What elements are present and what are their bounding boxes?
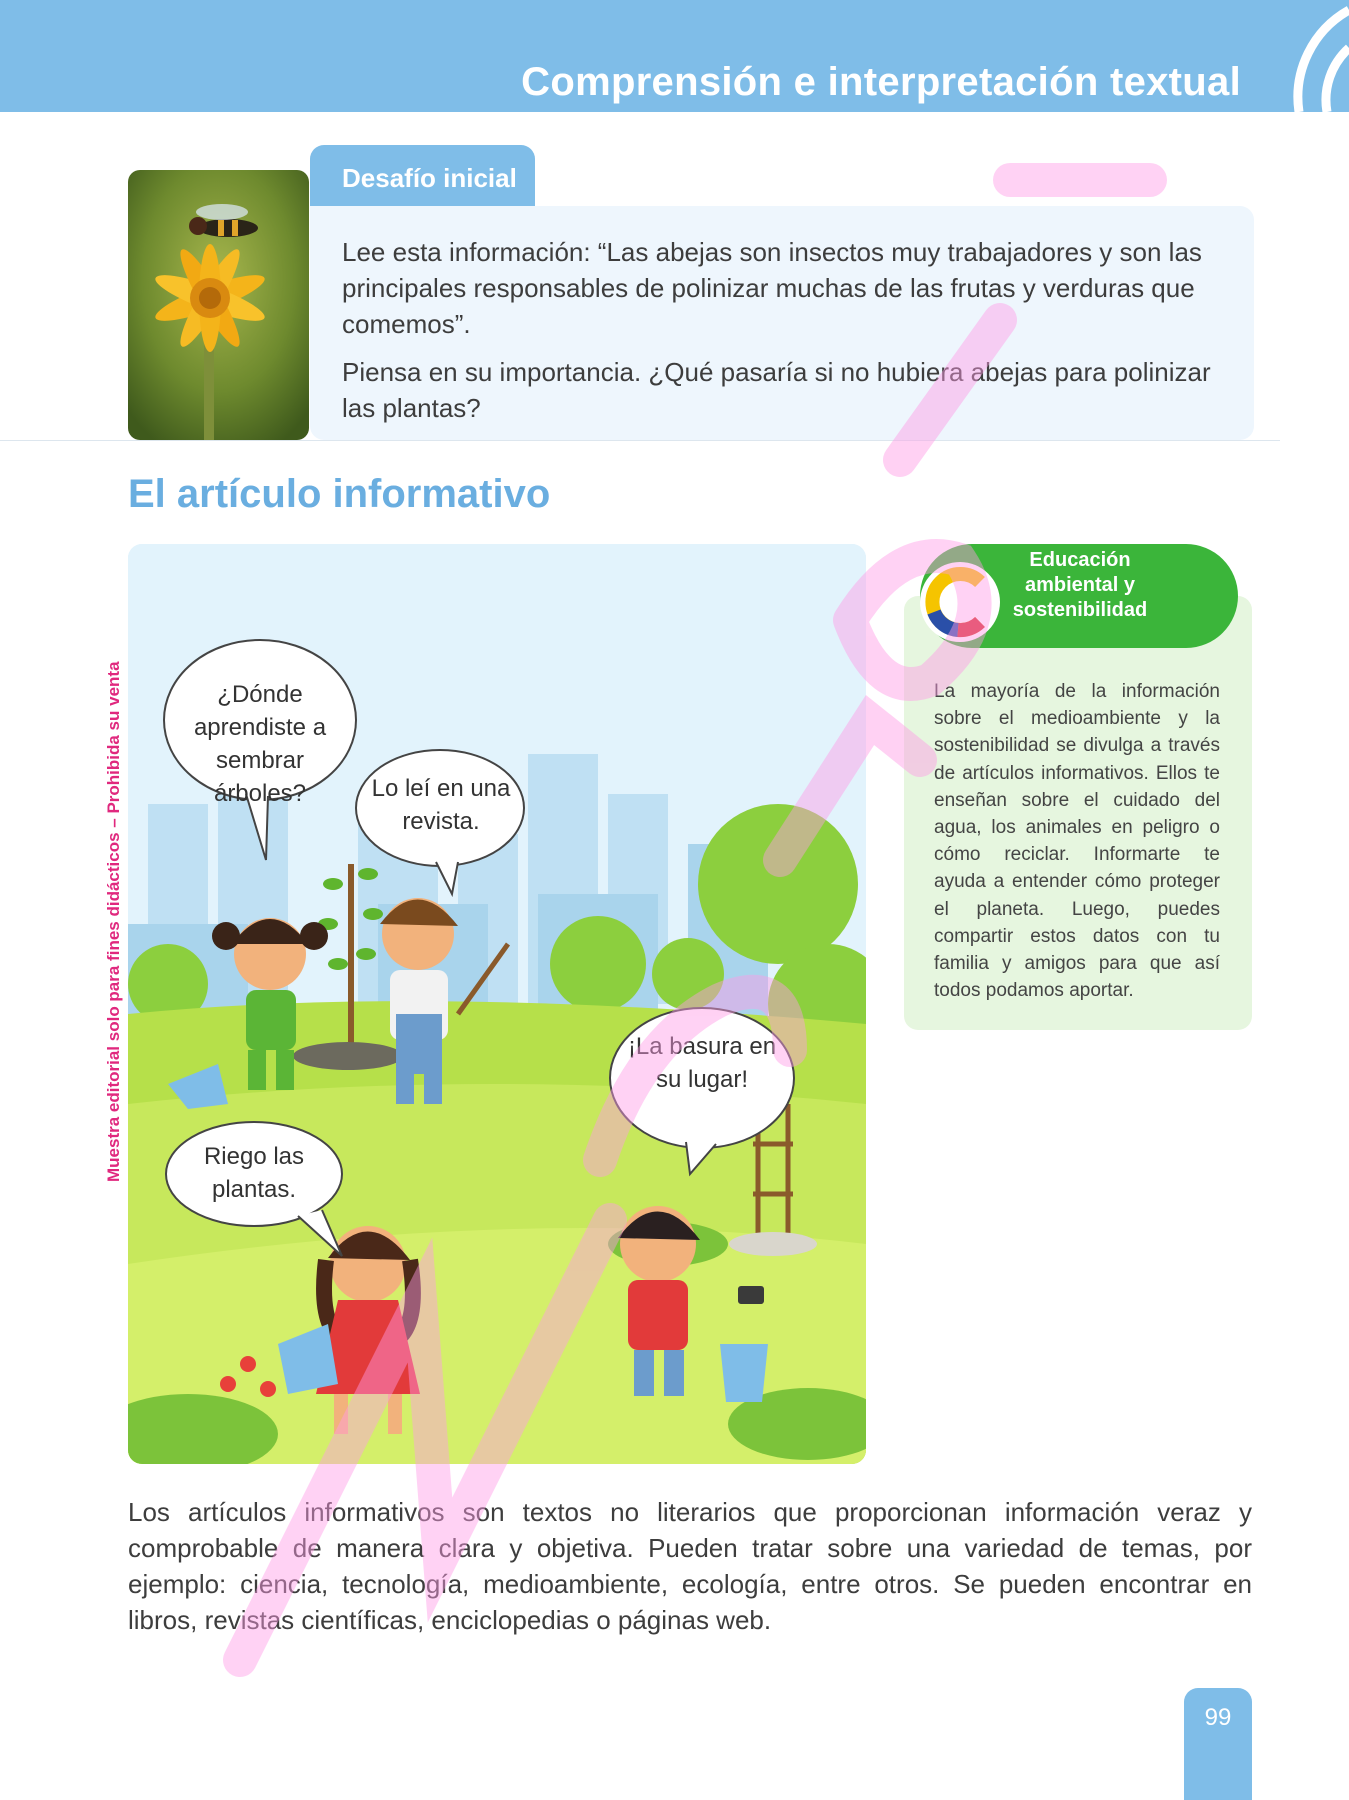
desafio-paragraph-2: Piensa en su importancia. ¿Qué pasaría si no hubiera abejas para polinizar las plantas?: [342, 357, 1211, 423]
side-note: Muestra editorial solo para fines didácticos – Prohibida su venta: [104, 661, 123, 1182]
education-c-logo-icon: [918, 560, 1002, 644]
desafio-box: [310, 206, 1254, 440]
section-title: El artículo informativo: [128, 472, 551, 516]
bee-flower-photo: [128, 170, 309, 440]
education-text: La mayoría de la información sobre el medioambiente y la sostenibilidad se divulga a través de artículos informativos. Ellos te enseñan sobre el cuidado del agua, los animales en peligro o cómo reciclar. Informarte te ayuda a entender cómo proteger el planeta. Luego, puedes compartir estos datos con tu familia y amigos para que así todos podamos aportar.: [934, 681, 1220, 1002]
speech-bubble-answer: Lo leí en una revista.: [371, 775, 511, 835]
desafio-tab: Desafío inicial: [310, 145, 535, 207]
kids-park-illustration: [128, 544, 866, 1464]
desafio-paragraph-1: Lee esta información: “Las abejas son insectos muy trabajadores y son las principales responsables de polinizar muchas de las frutas y verduras que comemos”.: [342, 237, 1202, 339]
speech-bubble-question: ¿Dónde aprendiste a sembrar árboles?: [193, 681, 327, 807]
education-title: Educación ambiental y sostenibilidad: [1012, 549, 1148, 621]
speech-bubble-water: Riego las plantas.: [203, 1143, 305, 1203]
page-header-title: Comprensión e interpretación textual: [521, 60, 1241, 104]
header-arcs-icon: [1239, 0, 1349, 112]
page-number: 99: [1184, 1688, 1252, 1800]
divider: [0, 440, 1280, 441]
speech-bubble-trash: ¡La basura en su lugar!: [627, 1033, 777, 1093]
body-paragraph: Los artículos informativos son textos no literarios que proporcionan información veraz y comprobable de manera clara y objetiva. Pueden tratar sobre una variedad de temas, por ejemplo: ciencia, tecnología, medioambiente, ecología, entre otros. Se pueden encontrar en libros, revistas científicas, enciclopedias o páginas web.: [128, 1497, 1252, 1635]
